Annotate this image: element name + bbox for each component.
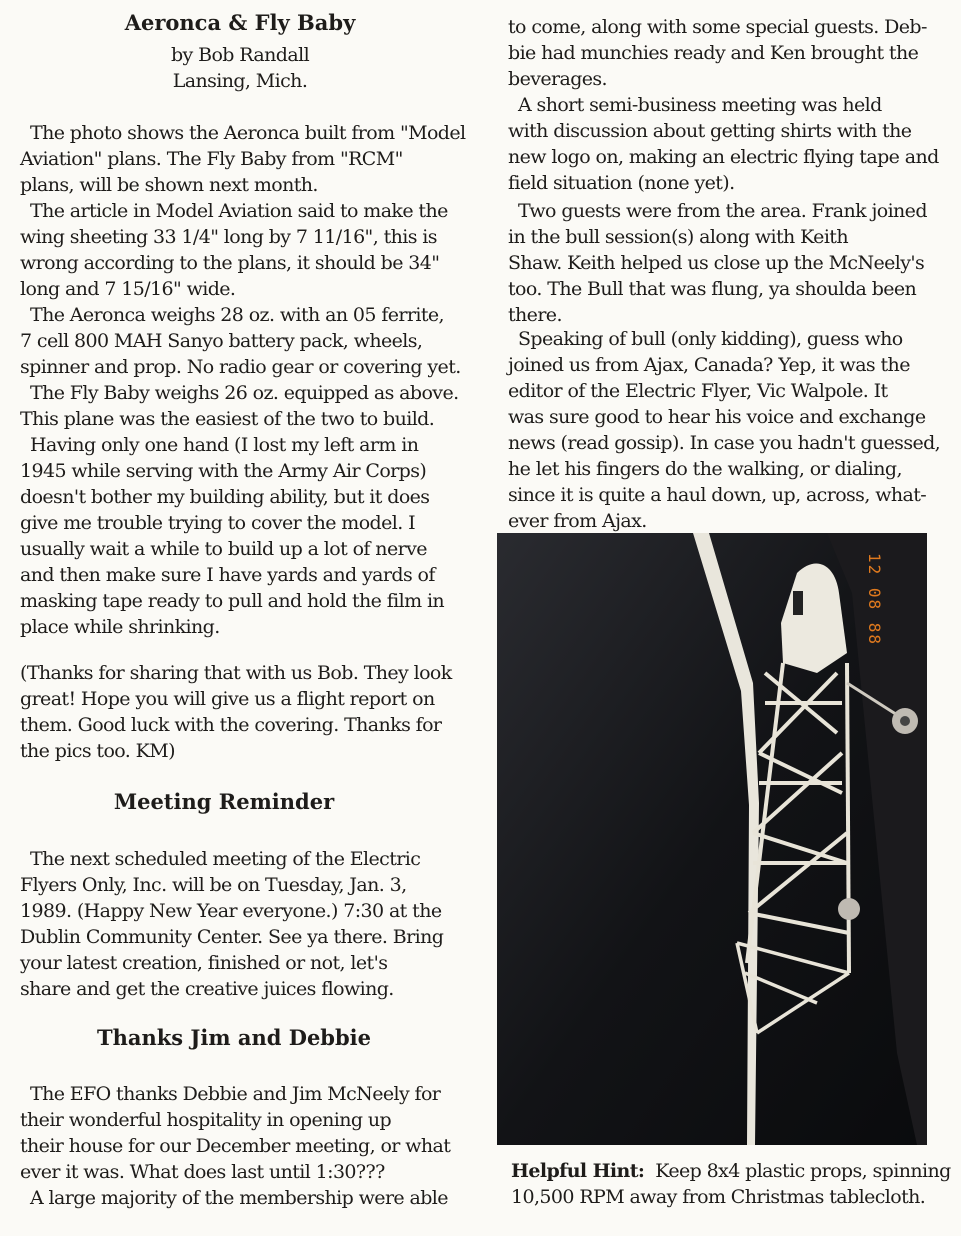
- editor-note-line: (Thanks for sharing that with us Bob. They look: [20, 662, 452, 684]
- article-line: spinner and prop. No radio gear or covering yet.: [20, 356, 461, 378]
- article-line: usually wait a while to build up a lot of nerve: [20, 538, 427, 560]
- article-title: Aeronca & Fly Baby: [124, 10, 356, 35]
- right-line: new logo on, making an electric flying tape and: [508, 146, 939, 168]
- wheel-hub: [900, 716, 910, 726]
- hint-text-1: Keep 8x4 plastic props, spinning: [655, 1160, 951, 1182]
- right-line: was sure good to hear his voice and exchange: [508, 406, 926, 428]
- article-line: long and 7 15/16" wide.: [20, 278, 236, 300]
- right-line: there.: [508, 304, 562, 326]
- editor-note-line: great! Hope you will give us a flight report on: [20, 688, 435, 710]
- meeting-line: 1989. (Happy New Year everyone.) 7:30 at the: [20, 900, 442, 922]
- thanks-line: ever it was. What does last until 1:30???: [20, 1161, 385, 1183]
- right-line: Shaw. Keith helped us close up the McNeely's: [508, 252, 925, 274]
- article-line: 7 cell 800 MAH Sanyo battery pack, wheels,: [20, 330, 423, 352]
- meeting-line: Flyers Only, Inc. will be on Tuesday, Jan. 3,: [20, 874, 407, 896]
- right-line: to come, along with some special guests. Deb-: [508, 16, 927, 38]
- article-line: wing sheeting 33 1/4" long by 7 11/16", this is: [20, 226, 437, 248]
- right-line: Speaking of bull (only kidding), guess who: [518, 328, 903, 350]
- article-line: place while shrinking.: [20, 616, 220, 638]
- right-line: editor of the Electric Flyer, Vic Walpole. It: [508, 380, 888, 402]
- hint-line-1: [511, 1158, 951, 1184]
- article-line: Having only one hand (I lost my left arm in: [30, 434, 419, 456]
- article-line: The Fly Baby weighs 26 oz. equipped as above.: [30, 382, 459, 404]
- meeting-line: Dublin Community Center. See ya there. Bring: [20, 926, 444, 948]
- meeting-line: your latest creation, finished or not, let's: [20, 952, 388, 974]
- hint-line-2: 10,500 RPM away from Christmas tablecloth.: [511, 1186, 926, 1208]
- thanks-line: their house for our December meeting, or what: [20, 1135, 451, 1157]
- right-line: ever from Ajax.: [508, 510, 647, 532]
- right-line: since it is quite a haul down, up, across, what-: [508, 484, 927, 506]
- article-line: plans, will be shown next month.: [20, 174, 318, 196]
- right-line: field situation (none yet).: [508, 172, 735, 194]
- right-line: bie had munchies ready and Ken brought the: [508, 42, 919, 64]
- right-line: news (read gossip). In case you hadn't guessed,: [508, 432, 941, 454]
- article-line: Aviation" plans. The Fly Baby from "RCM": [20, 148, 403, 170]
- article-line: 1945 while serving with the Army Air Corps): [20, 460, 427, 482]
- engine-cutout: [793, 591, 803, 615]
- right-line: with discussion about getting shirts with the: [508, 120, 912, 142]
- thanks-line: A large majority of the membership were able: [30, 1187, 448, 1209]
- right-line: he let his fingers do the walking, or dialing,: [508, 458, 902, 480]
- meeting-line: The next scheduled meeting of the Electric: [30, 848, 421, 870]
- article-line: wrong according to the plans, it should be 34": [20, 252, 440, 274]
- right-line: joined us from Ajax, Canada? Yep, it was the: [508, 354, 910, 376]
- article-line: masking tape ready to pull and hold the film in: [20, 590, 445, 612]
- right-line: beverages.: [508, 68, 607, 90]
- article-line: doesn't bother my building ability, but it does: [20, 486, 430, 508]
- right-line: too. The Bull that was flung, ya shoulda been: [508, 278, 917, 300]
- meeting-line: share and get the creative juices flowing.: [20, 978, 394, 1000]
- article-byline: by Bob Randall: [170, 44, 310, 66]
- date-stamp: 12 08 88: [865, 553, 884, 647]
- article-line: The article in Model Aviation said to make the: [30, 200, 448, 222]
- article-location: Lansing, Mich.: [172, 70, 308, 92]
- article-line: The Aeronca weighs 28 oz. with an 05 ferrite,: [30, 304, 444, 326]
- article-line: The photo shows the Aeronca built from "Model: [30, 122, 466, 144]
- editor-note-line: the pics too. KM): [20, 740, 175, 762]
- article-line: and then make sure I have yards and yards of: [20, 564, 435, 586]
- thanks-line: The EFO thanks Debbie and Jim McNeely for: [30, 1083, 441, 1105]
- aeronca-photo: [497, 533, 927, 1145]
- meeting-heading: Meeting Reminder: [113, 789, 335, 814]
- right-line: A short semi-business meeting was held: [518, 94, 882, 116]
- editor-note-line: them. Good luck with the covering. Thanks for: [20, 714, 442, 736]
- thanks-heading: Thanks Jim and Debbie: [96, 1025, 372, 1050]
- hint-label: Helpful Hint:: [511, 1160, 645, 1182]
- right-line: in the bull session(s) along with Keith: [508, 226, 848, 248]
- article-line: give me trouble trying to cover the model. I: [20, 512, 416, 534]
- article-line: This plane was the easiest of the two to build.: [20, 408, 435, 430]
- tail-wheel: [838, 898, 860, 920]
- right-line: Two guests were from the area. Frank joined: [518, 200, 927, 222]
- aeronca-illustration: [497, 533, 927, 1145]
- thanks-line: their wonderful hospitality in opening up: [20, 1109, 392, 1131]
